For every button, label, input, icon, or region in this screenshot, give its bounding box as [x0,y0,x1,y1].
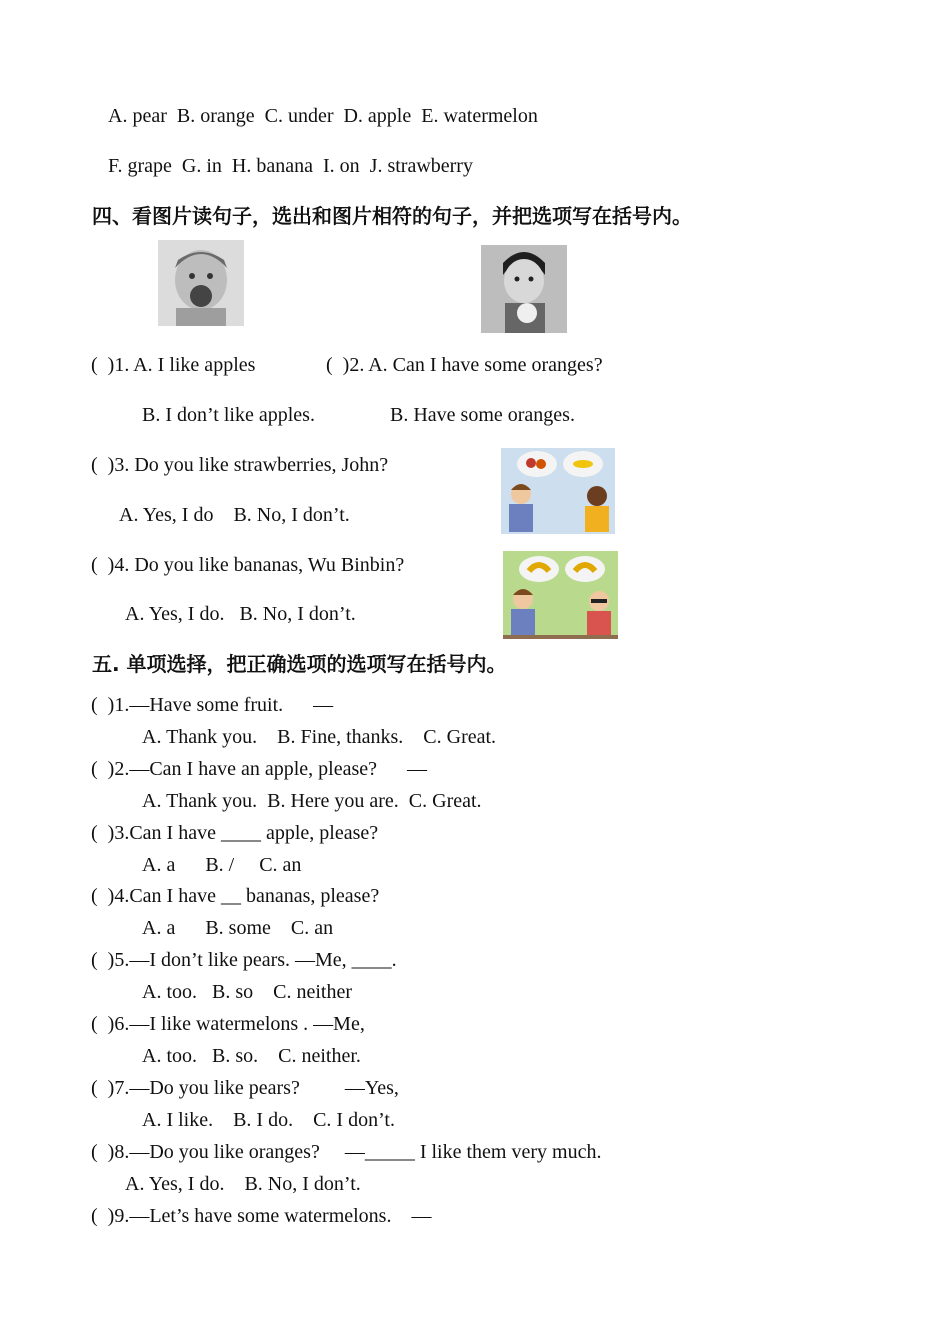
strawberries-conversation-image [501,448,615,534]
s5-q8: ( )8.—Do you like oranges? —_____ I like them very much. [91,1141,602,1163]
child-holding-orange-image [481,245,567,333]
s5-q9: ( )9.—Let’s have some watermelons. — [91,1205,432,1227]
s5-q7: ( )7.—Do you like pears? —Yes, [91,1077,399,1099]
s4-q2-line: ( )2. A. Can I have some oranges? [326,354,603,376]
word-bank-row-1: A. pear B. orange C. under D. apple E. watermelon [108,105,538,127]
s5-q5-options: A. too. B. so C. neither [142,981,352,1003]
section-4-heading: 四、看图片读句子，选出和图片相符的句子，并把选项写在括号内。 [92,204,692,228]
s5-q5: ( )5.—I don’t like pears. —Me, ____. [91,949,397,971]
s4-q3-options: A. Yes, I do B. No, I don’t. [119,504,350,526]
s5-q6: ( )6.—I like watermelons . —Me, [91,1013,365,1035]
s4-q2-option-b: B. Have some oranges. [390,404,575,426]
s5-q4: ( )4.Can I have __ bananas, please? [91,885,380,907]
s5-q3: ( )3.Can I have ____ apple, please? [91,822,379,844]
s4-q4-options: A. Yes, I do. B. No, I don’t. [125,603,356,625]
s5-q4-options: A. a B. some C. an [142,917,334,939]
s4-q4-line: ( )4. Do you like bananas, Wu Binbin? [91,554,405,576]
s5-q8-options: A. Yes, I do. B. No, I don’t. [125,1173,361,1195]
boy-eating-apple-image [158,240,244,326]
s5-q7-options: A. I like. B. I do. C. I don’t. [142,1109,395,1131]
s5-q6-options: A. too. B. so. C. neither. [142,1045,361,1067]
s4-q1-line: ( )1. A. I like apples [91,354,256,376]
s5-q2: ( )2.—Can I have an apple, please? — [91,758,427,780]
word-bank-row-2: F. grape G. in H. banana I. on J. strawberry [108,155,473,177]
bananas-conversation-image [503,551,618,639]
s5-q1: ( )1.—Have some fruit. — [91,694,334,716]
s5-q3-options: A. a B. / C. an [142,854,302,876]
s5-q1-options: A. Thank you. B. Fine, thanks. C. Great. [142,726,497,748]
s4-q3-line: ( )3. Do you like strawberries, John? [91,454,389,476]
section-5-heading: 五. 单项选择，把正确选项的选项写在括号内。 [92,652,507,676]
s4-q1-option-b: B. I don’t like apples. [142,404,315,426]
s5-q2-options: A. Thank you. B. Here you are. C. Great. [142,790,482,812]
